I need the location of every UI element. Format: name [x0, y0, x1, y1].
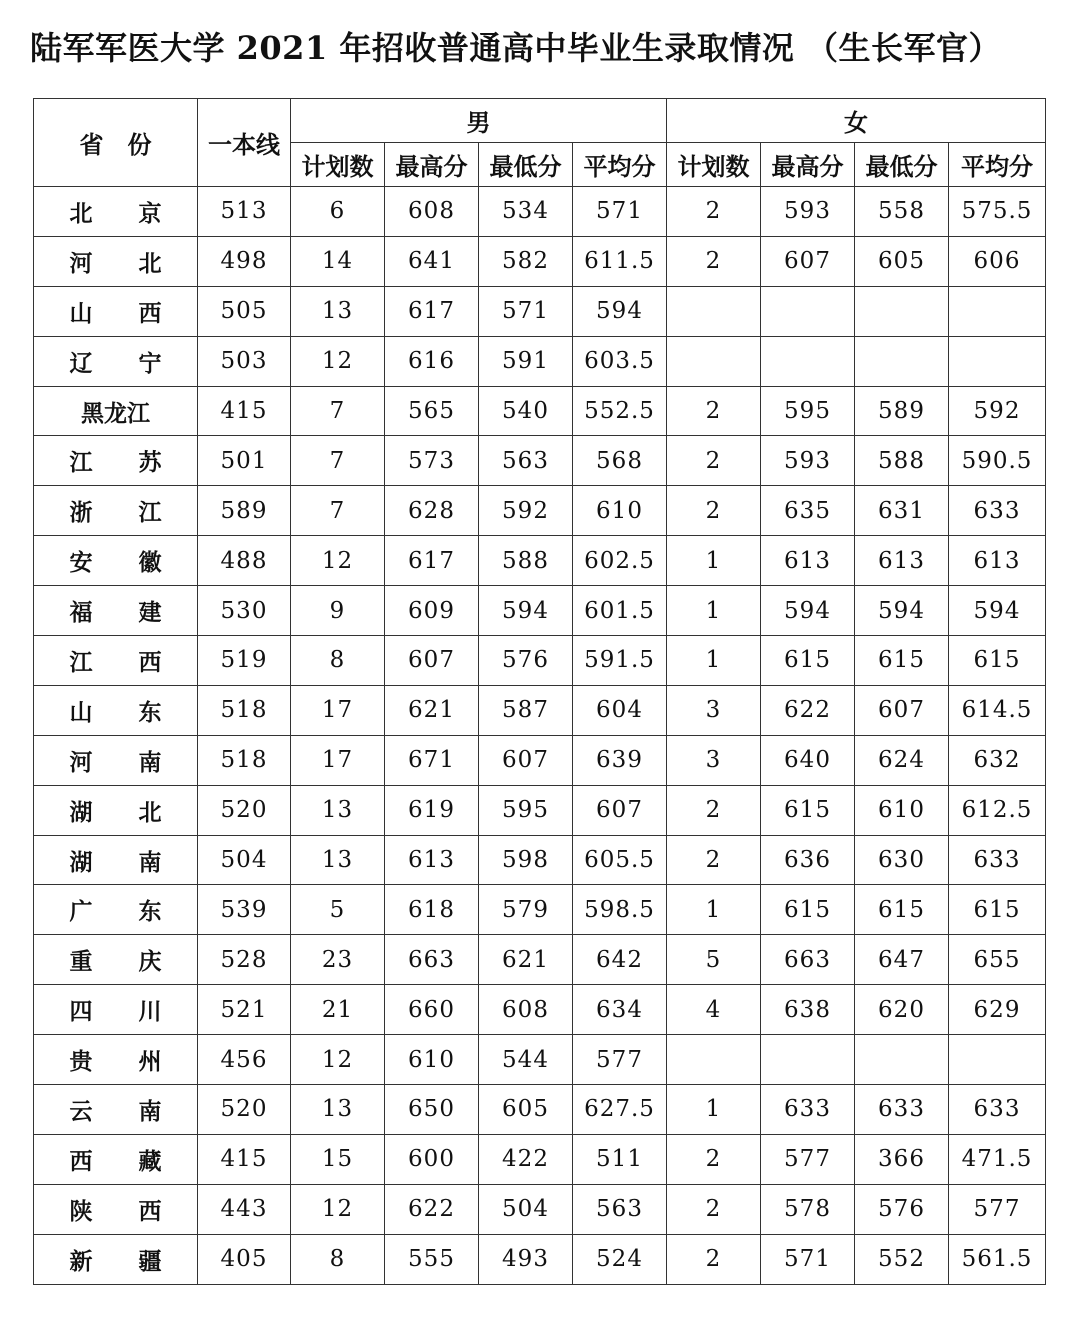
header-female: 女 [667, 99, 1046, 143]
cell-female-avg: 629 [949, 985, 1046, 1035]
cell-female-max: 571 [761, 1234, 855, 1284]
cell-male-avg: 605.5 [573, 835, 667, 885]
cell-first-tier-line: 415 [198, 386, 291, 436]
cell-male-max: 617 [385, 536, 479, 586]
province-name: 陕西 [69, 1197, 162, 1225]
province-name: 辽宁 [69, 349, 162, 377]
province-name: 河北 [69, 249, 162, 277]
cell-female-max: 593 [761, 436, 855, 486]
cell-female-plan: 1 [667, 536, 761, 586]
cell-male-plan: 5 [291, 885, 385, 935]
cell-female-plan: 3 [667, 735, 761, 785]
cell-male-min: 594 [479, 586, 573, 636]
table-row [34, 386, 1046, 436]
cell-male-min: 595 [479, 785, 573, 835]
cell-male-avg: 610 [573, 486, 667, 536]
cell-male-avg: 591.5 [573, 636, 667, 686]
cell-female-max: 633 [761, 1085, 855, 1135]
cell-province [34, 1035, 198, 1085]
cell-female-min: 633 [855, 1085, 949, 1135]
table-row [34, 187, 1046, 237]
cell-male-plan: 12 [291, 336, 385, 386]
header-male-plan: 计划数 [291, 143, 385, 187]
cell-male-max: 600 [385, 1134, 479, 1184]
cell-female-plan: 2 [667, 386, 761, 436]
cell-male-max: 650 [385, 1085, 479, 1135]
cell-female-avg: 594 [949, 586, 1046, 636]
cell-male-avg: 604 [573, 685, 667, 735]
cell-province [34, 536, 198, 586]
cell-female-max: 577 [761, 1134, 855, 1184]
cell-male-min: 422 [479, 1134, 573, 1184]
cell-male-max: 565 [385, 386, 479, 436]
cell-province [34, 685, 198, 735]
cell-female-min: 631 [855, 486, 949, 536]
cell-male-max: 621 [385, 685, 479, 735]
cell-female-min: 620 [855, 985, 949, 1035]
cell-male-plan: 23 [291, 935, 385, 985]
cell-female-min [855, 336, 949, 386]
table-row [34, 685, 1046, 735]
cell-male-min: 621 [479, 935, 573, 985]
cell-female-avg: 655 [949, 935, 1046, 985]
province-name: 安徽 [69, 549, 162, 577]
cell-female-min [855, 286, 949, 336]
cell-female-avg [949, 336, 1046, 386]
cell-female-min: 594 [855, 586, 949, 636]
cell-female-plan: 2 [667, 785, 761, 835]
table-row [34, 1184, 1046, 1234]
cell-male-plan: 13 [291, 785, 385, 835]
cell-male-avg: 601.5 [573, 586, 667, 636]
cell-female-plan [667, 336, 761, 386]
cell-province [34, 835, 198, 885]
cell-first-tier-line: 505 [198, 286, 291, 336]
cell-first-tier-line: 520 [198, 785, 291, 835]
cell-first-tier-line: 520 [198, 1085, 291, 1135]
cell-male-max: 617 [385, 286, 479, 336]
cell-female-min: 647 [855, 935, 949, 985]
cell-male-plan: 8 [291, 636, 385, 686]
cell-first-tier-line: 513 [198, 187, 291, 237]
cell-female-avg: 606 [949, 236, 1046, 286]
cell-male-max: 660 [385, 985, 479, 1035]
table-row [34, 486, 1046, 536]
cell-female-avg: 633 [949, 486, 1046, 536]
cell-female-min: 615 [855, 885, 949, 935]
header-female-avg: 平均分 [949, 143, 1046, 187]
province-name: 四川 [69, 998, 162, 1026]
cell-male-avg: 511 [573, 1134, 667, 1184]
table-row [34, 436, 1046, 486]
cell-female-avg [949, 286, 1046, 336]
cell-female-max: 622 [761, 685, 855, 735]
cell-male-max: 671 [385, 735, 479, 785]
province-name: 贵州 [69, 1048, 162, 1076]
cell-male-plan: 12 [291, 1184, 385, 1234]
cell-male-max: 613 [385, 835, 479, 885]
cell-first-tier-line: 504 [198, 835, 291, 885]
cell-female-plan: 1 [667, 885, 761, 935]
cell-male-avg: 594 [573, 286, 667, 336]
cell-female-plan: 5 [667, 935, 761, 985]
cell-province [34, 1234, 198, 1284]
cell-female-avg: 612.5 [949, 785, 1046, 835]
cell-male-min: 544 [479, 1035, 573, 1085]
cell-province [34, 1134, 198, 1184]
cell-male-avg: 602.5 [573, 536, 667, 586]
cell-first-tier-line: 405 [198, 1234, 291, 1284]
province-name: 云南 [69, 1097, 162, 1125]
table-row [34, 536, 1046, 586]
cell-female-plan [667, 1035, 761, 1085]
cell-male-max: 573 [385, 436, 479, 486]
cell-female-avg: 614.5 [949, 685, 1046, 735]
cell-female-max: 615 [761, 885, 855, 935]
cell-female-min: 588 [855, 436, 949, 486]
cell-province [34, 1085, 198, 1135]
cell-female-plan: 2 [667, 1184, 761, 1234]
cell-female-min: 589 [855, 386, 949, 436]
cell-province [34, 236, 198, 286]
cell-province [34, 486, 198, 536]
cell-female-plan: 1 [667, 586, 761, 636]
cell-male-max: 618 [385, 885, 479, 935]
cell-female-max: 607 [761, 236, 855, 286]
cell-province [34, 187, 198, 237]
cell-male-avg: 627.5 [573, 1085, 667, 1135]
cell-female-avg: 471.5 [949, 1134, 1046, 1184]
cell-province [34, 735, 198, 785]
cell-male-avg: 568 [573, 436, 667, 486]
header-first-tier-line: 一本线 [198, 99, 291, 187]
cell-male-max: 622 [385, 1184, 479, 1234]
province-name: 广东 [69, 898, 162, 926]
table-row [34, 985, 1046, 1035]
cell-male-max: 609 [385, 586, 479, 636]
cell-female-min: 610 [855, 785, 949, 835]
cell-male-min: 588 [479, 536, 573, 586]
cell-male-max: 608 [385, 187, 479, 237]
cell-first-tier-line: 518 [198, 735, 291, 785]
cell-female-avg: 592 [949, 386, 1046, 436]
cell-female-min: 630 [855, 835, 949, 885]
province-name: 黑龙江 [81, 399, 150, 427]
header-male-min: 最低分 [479, 143, 573, 187]
cell-male-min: 493 [479, 1234, 573, 1284]
cell-province [34, 636, 198, 686]
province-name: 湖南 [69, 848, 162, 876]
cell-first-tier-line: 518 [198, 685, 291, 735]
cell-male-min: 591 [479, 336, 573, 386]
cell-male-plan: 12 [291, 536, 385, 586]
cell-male-plan: 17 [291, 735, 385, 785]
cell-female-max [761, 1035, 855, 1085]
cell-male-plan: 13 [291, 1085, 385, 1135]
table-row [34, 286, 1046, 336]
province-name: 重庆 [69, 948, 162, 976]
cell-province [34, 1184, 198, 1234]
cell-female-min: 615 [855, 636, 949, 686]
cell-female-min: 607 [855, 685, 949, 735]
cell-female-max: 636 [761, 835, 855, 885]
cell-first-tier-line: 498 [198, 236, 291, 286]
header-male-max: 最高分 [385, 143, 479, 187]
province-name: 浙江 [69, 499, 162, 527]
table-row [34, 885, 1046, 935]
cell-female-max [761, 336, 855, 386]
cell-first-tier-line: 589 [198, 486, 291, 536]
province-name: 新疆 [69, 1247, 162, 1275]
table-row [34, 1085, 1046, 1135]
cell-female-avg: 615 [949, 636, 1046, 686]
cell-first-tier-line: 415 [198, 1134, 291, 1184]
cell-first-tier-line: 503 [198, 336, 291, 386]
cell-male-min: 592 [479, 486, 573, 536]
cell-male-avg: 639 [573, 735, 667, 785]
cell-female-min [855, 1035, 949, 1085]
header-female-min: 最低分 [855, 143, 949, 187]
cell-female-max: 638 [761, 985, 855, 1035]
cell-first-tier-line: 530 [198, 586, 291, 636]
cell-female-max: 578 [761, 1184, 855, 1234]
cell-male-avg: 577 [573, 1035, 667, 1085]
admission-table [33, 98, 1046, 1285]
cell-first-tier-line: 528 [198, 935, 291, 985]
cell-male-avg: 634 [573, 985, 667, 1035]
cell-female-max [761, 286, 855, 336]
table-row [34, 1234, 1046, 1284]
cell-male-min: 504 [479, 1184, 573, 1234]
cell-male-avg: 571 [573, 187, 667, 237]
cell-female-avg [949, 1035, 1046, 1085]
cell-male-avg: 524 [573, 1234, 667, 1284]
cell-male-avg: 598.5 [573, 885, 667, 935]
cell-male-min: 608 [479, 985, 573, 1035]
cell-male-min: 598 [479, 835, 573, 885]
header-female-max: 最高分 [761, 143, 855, 187]
cell-first-tier-line: 501 [198, 436, 291, 486]
cell-male-avg: 642 [573, 935, 667, 985]
province-name: 河南 [69, 748, 162, 776]
province-name: 西藏 [69, 1147, 162, 1175]
table-row [34, 935, 1046, 985]
cell-male-plan: 21 [291, 985, 385, 1035]
cell-first-tier-line: 488 [198, 536, 291, 586]
cell-female-plan: 2 [667, 486, 761, 536]
cell-male-plan: 9 [291, 586, 385, 636]
cell-female-max: 615 [761, 785, 855, 835]
cell-female-max: 593 [761, 187, 855, 237]
cell-female-avg: 615 [949, 885, 1046, 935]
cell-male-min: 540 [479, 386, 573, 436]
cell-female-plan: 2 [667, 436, 761, 486]
header-female-plan: 计划数 [667, 143, 761, 187]
cell-male-plan: 7 [291, 436, 385, 486]
cell-male-plan: 13 [291, 835, 385, 885]
table-row [34, 785, 1046, 835]
cell-female-plan: 2 [667, 187, 761, 237]
cell-male-min: 534 [479, 187, 573, 237]
table-row [34, 1134, 1046, 1184]
page-title: 陆军军医大学 2021 年招收普通高中毕业生录取情况 （生长军官） [30, 29, 1001, 67]
cell-first-tier-line: 456 [198, 1035, 291, 1085]
cell-male-max: 610 [385, 1035, 479, 1085]
cell-province [34, 286, 198, 336]
province-name: 北京 [69, 199, 162, 227]
cell-female-avg: 613 [949, 536, 1046, 586]
cell-female-min: 558 [855, 187, 949, 237]
province-name: 福建 [69, 599, 162, 627]
header-province: 省 份 [34, 99, 198, 187]
cell-female-min: 613 [855, 536, 949, 586]
cell-male-plan: 8 [291, 1234, 385, 1284]
cell-female-avg: 590.5 [949, 436, 1046, 486]
cell-female-min: 366 [855, 1134, 949, 1184]
cell-male-plan: 12 [291, 1035, 385, 1085]
cell-province [34, 785, 198, 835]
cell-female-plan: 2 [667, 1134, 761, 1184]
cell-male-max: 607 [385, 636, 479, 686]
cell-female-avg: 633 [949, 835, 1046, 885]
cell-female-avg: 577 [949, 1184, 1046, 1234]
cell-female-max: 615 [761, 636, 855, 686]
cell-male-min: 576 [479, 636, 573, 686]
cell-male-max: 555 [385, 1234, 479, 1284]
cell-province [34, 436, 198, 486]
table-row [34, 636, 1046, 686]
province-name: 江苏 [69, 449, 162, 477]
table-row [34, 236, 1046, 286]
cell-female-avg: 575.5 [949, 187, 1046, 237]
table-row [34, 735, 1046, 785]
cell-male-avg: 552.5 [573, 386, 667, 436]
cell-male-avg: 607 [573, 785, 667, 835]
province-name: 江西 [69, 648, 162, 676]
table-body [34, 187, 1046, 1285]
province-name: 山东 [69, 698, 162, 726]
cell-female-min: 576 [855, 1184, 949, 1234]
table-row [34, 336, 1046, 386]
cell-male-min: 571 [479, 286, 573, 336]
cell-female-plan: 2 [667, 236, 761, 286]
cell-province [34, 586, 198, 636]
cell-female-max: 595 [761, 386, 855, 436]
header-male: 男 [291, 99, 667, 143]
cell-male-min: 582 [479, 236, 573, 286]
table-row [34, 1035, 1046, 1085]
cell-female-min: 605 [855, 236, 949, 286]
table-row [34, 835, 1046, 885]
cell-male-max: 628 [385, 486, 479, 536]
cell-first-tier-line: 519 [198, 636, 291, 686]
cell-male-min: 607 [479, 735, 573, 785]
cell-female-max: 640 [761, 735, 855, 785]
cell-province [34, 336, 198, 386]
cell-male-avg: 563 [573, 1184, 667, 1234]
cell-female-max: 594 [761, 586, 855, 636]
cell-female-min: 552 [855, 1234, 949, 1284]
cell-female-plan: 4 [667, 985, 761, 1035]
cell-province [34, 885, 198, 935]
cell-male-min: 563 [479, 436, 573, 486]
cell-female-max: 635 [761, 486, 855, 536]
cell-female-avg: 561.5 [949, 1234, 1046, 1284]
cell-male-plan: 17 [291, 685, 385, 735]
cell-male-plan: 7 [291, 386, 385, 436]
cell-female-plan [667, 286, 761, 336]
cell-province [34, 985, 198, 1035]
cell-male-avg: 611.5 [573, 236, 667, 286]
cell-male-plan: 6 [291, 187, 385, 237]
cell-female-plan: 2 [667, 835, 761, 885]
table-row [34, 586, 1046, 636]
cell-male-plan: 7 [291, 486, 385, 536]
cell-female-max: 613 [761, 536, 855, 586]
cell-province [34, 935, 198, 985]
province-name: 山西 [69, 299, 162, 327]
cell-male-max: 616 [385, 336, 479, 386]
cell-male-min: 579 [479, 885, 573, 935]
cell-male-max: 663 [385, 935, 479, 985]
cell-female-plan: 1 [667, 636, 761, 686]
cell-male-min: 587 [479, 685, 573, 735]
cell-female-plan: 2 [667, 1234, 761, 1284]
cell-male-avg: 603.5 [573, 336, 667, 386]
cell-male-min: 605 [479, 1085, 573, 1135]
cell-male-plan: 14 [291, 236, 385, 286]
cell-female-max: 663 [761, 935, 855, 985]
cell-first-tier-line: 539 [198, 885, 291, 935]
cell-male-plan: 13 [291, 286, 385, 336]
cell-female-min: 624 [855, 735, 949, 785]
cell-male-max: 619 [385, 785, 479, 835]
cell-female-avg: 632 [949, 735, 1046, 785]
cell-female-plan: 3 [667, 685, 761, 735]
cell-first-tier-line: 443 [198, 1184, 291, 1234]
province-name: 湖北 [69, 798, 162, 826]
cell-male-plan: 15 [291, 1134, 385, 1184]
cell-female-plan: 1 [667, 1085, 761, 1135]
header-male-avg: 平均分 [573, 143, 667, 187]
cell-female-avg: 633 [949, 1085, 1046, 1135]
cell-male-max: 641 [385, 236, 479, 286]
cell-province [34, 386, 198, 436]
cell-first-tier-line: 521 [198, 985, 291, 1035]
